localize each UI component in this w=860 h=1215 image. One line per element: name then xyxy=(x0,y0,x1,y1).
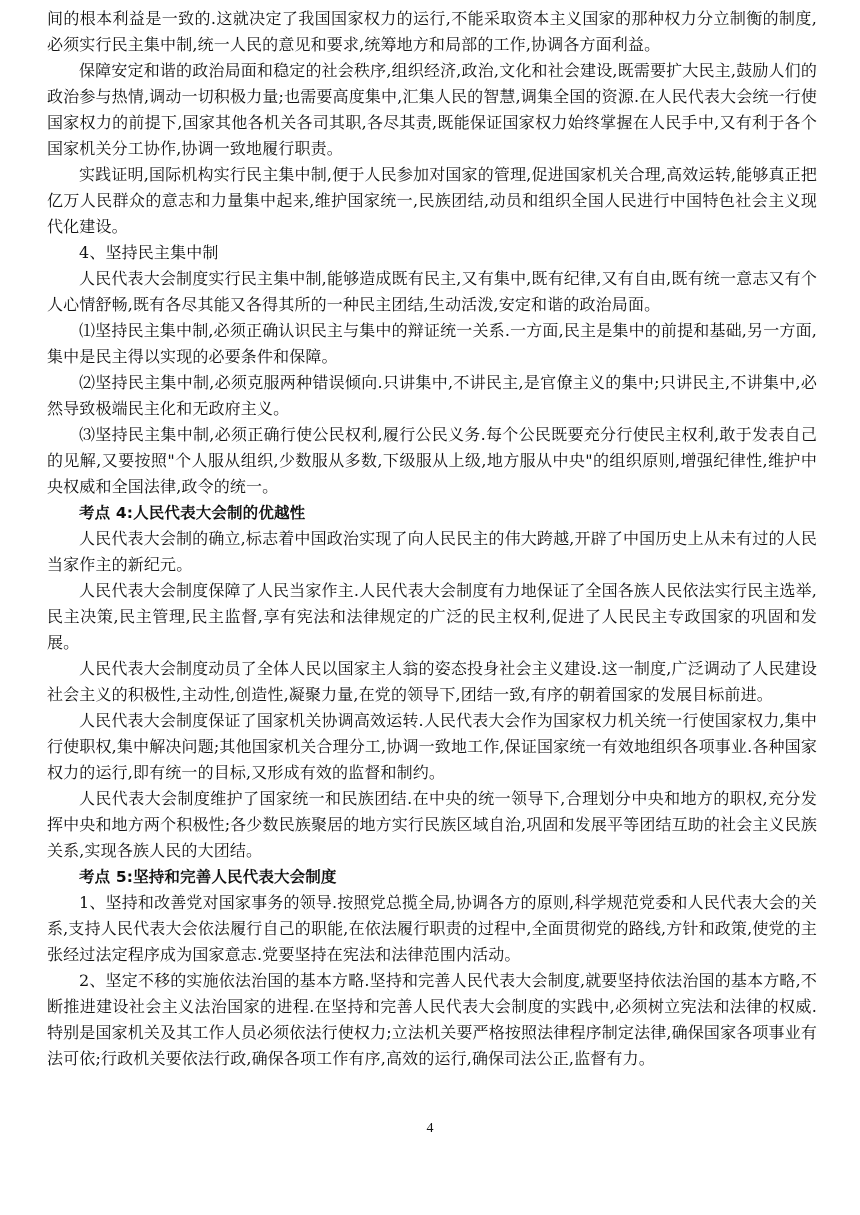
list-item-2: ⑵坚持民主集中制,必须克服两种错误倾向.只讲集中,不讲民主,是官僚主义的集中;只讲民主,不讲集中,必然导致极端民主化和无政府主义。 xyxy=(47,373,817,418)
paragraph-political-stability: 保障安定和谐的政治局面和稳定的社会秩序,组织经济,政治,文化和社会建设,既需要扩大民主,鼓励人们的政治参与热情,调动一切积极力量;也需要高度集中,汇集人民的智慧,调集全国的资源.在人民代表大会统一行使国家权力的前提下,国家其他各机关各司其职,各尽其责,既能保证国家权力始终掌握在人民手中,又有利于各个国家机关分工协作,协调一致地履行职责。 xyxy=(47,61,817,158)
heading-exam-point-4: 考点 4:人民代表大会制的优越性 xyxy=(79,504,306,522)
page-number: 4 xyxy=(426,1121,434,1136)
paragraph-national-unity: 人民代表大会制度维护了国家统一和民族团结.在中央的统一领导下,合理划分中央和地方的职权,充分发挥中央和地方两个积极性;各少数民族聚居的地方实行民族区域自治,巩固和发展平等团结互助的社会主义民族关系,实现各族人民的大团结。 xyxy=(47,789,817,860)
paragraph-establishment: 人民代表大会制的确立,标志着中国政治实现了向人民民主的伟大跨越,开辟了中国历史上从未有过的人民当家作主的新纪元。 xyxy=(47,529,817,574)
document-page xyxy=(47,6,817,1072)
section-heading-democratic-centralism: 4、坚持民主集中制 xyxy=(79,243,219,262)
paragraph-efficient-operation: 人民代表大会制度保证了国家机关协调高效运转.人民代表大会作为国家权力机关统一行使国家权力,集中行使职权,集中解决问题;其他国家机关合理分工,协调一致地工作,保证国家统一有效地组织各项事业.各种国家权力的运行,即有统一的目标,又形成有效的监督和制约。 xyxy=(47,711,817,782)
list-item-1: ⑴坚持民主集中制,必须正确认识民主与集中的辩证统一关系.一方面,民主是集中的前提和基础,另一方面,集中是民主得以实现的必要条件和保障。 xyxy=(47,321,817,366)
paragraph-party-leadership: 1、坚持和改善党对国家事务的领导.按照党总揽全局,协调各方的原则,科学规范党委和人民代表大会的关系,支持人民代表大会依法履行自己的职能,在依法履行职责的过程中,全面贯彻党的路线,方针和政策,使党的主张经过法定程序成为国家意志.党要坚持在宪法和法律范围内活动。 xyxy=(47,893,817,964)
paragraph-continuation: 间的根本利益是一致的.这就决定了我国国家权力的运行,不能采取资本主义国家的那种权力分立制衡的制度,必须实行民主集中制,统一人民的意见和要求,统筹地方和局部的工作,协调各方面利益。 xyxy=(47,9,817,54)
heading-exam-point-5: 考点 5:坚持和完善人民代表大会制度 xyxy=(79,868,337,886)
paragraph-democratic-centralism-intro: 人民代表大会制度实行民主集中制,能够造成既有民主,又有集中,既有纪律,又有自由,既有统一意志又有个人心情舒畅,既有各尽其能又各得其所的一种民主团结,生动活泼,安定和谐的政治局面。 xyxy=(47,269,817,314)
paragraph-rule-of-law: 2、坚定不移的实施依法治国的基本方略.坚持和完善人民代表大会制度,就要坚持依法治国的基本方略,不断推进建设社会主义法治国家的进程.在坚持和完善人民代表大会制度的实践中,必须树立宪法和法律的权威.特别是国家机关及其工作人员必须依法行使权力;立法机关要严格按照法律程序制定法律,确保国家各项事业有法可依;行政机关要依法行政,确保各项工作有序,高效的运行,确保司法公正,监督有力。 xyxy=(47,971,817,1068)
list-item-3: ⑶坚持民主集中制,必须正确行使公民权利,履行公民义务.每个公民既要充分行使民主权利,敢于发表自己的见解,又要按照"个人服从组织,少数服从多数,下级服从上级,地方服从中央"的组织原则,增强纪律性,维护中央权威和全国法律,政令的统一。 xyxy=(47,425,817,496)
paragraph-mobilizes-people: 人民代表大会制度动员了全体人民以国家主人翁的姿态投身社会主义建设.这一制度,广泛调动了人民建设社会主义的积极性,主动性,创造性,凝聚力量,在党的领导下,团结一致,有序的朝着国家的发展目标前进。 xyxy=(47,659,817,704)
paragraph-guarantees-people-masters: 人民代表大会制度保障了人民当家作主.人民代表大会制度有力地保证了全国各族人民依法实行民主选举,民主决策,民主管理,民主监督,享有宪法和法律规定的广泛的民主权利,促进了人民民主专政国家的巩固和发展。 xyxy=(47,581,817,652)
paragraph-practice-proves: 实践证明,国际机构实行民主集中制,便于人民参加对国家的管理,促进国家机关合理,高效运转,能够真正把亿万人民群众的意志和力量集中起来,维护国家统一,民族团结,动员和组织全国人民进行中国特色社会主义现代化建设。 xyxy=(47,165,817,236)
